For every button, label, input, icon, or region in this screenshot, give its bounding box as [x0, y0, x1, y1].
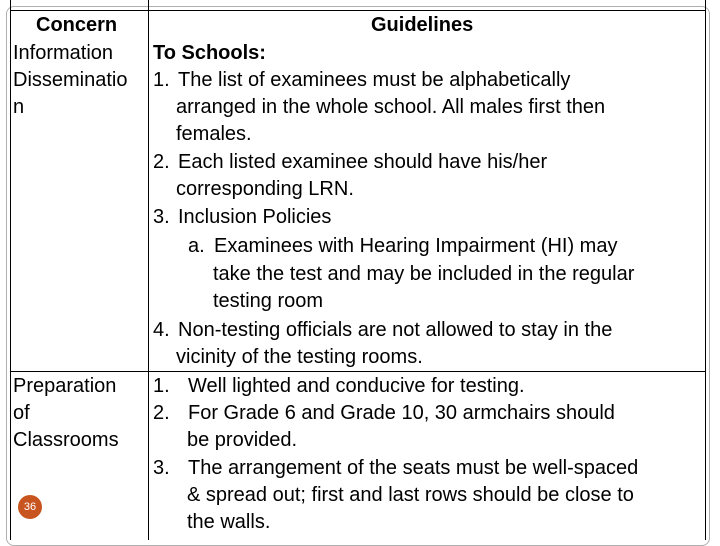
concern-information-line2: Disseminatio [13, 69, 128, 91]
table-top-border [10, 10, 705, 11]
table-right-border [705, 0, 706, 540]
guideline-line: arranged in the whole school. All males first then [176, 96, 606, 118]
guideline-marker: 1. [153, 69, 170, 91]
guideline-subitem-line: Examinees with Hearing Impairment (HI) may [214, 235, 618, 257]
guideline-line: For Grade 6 and Grade 10, 30 armchairs should [188, 402, 615, 424]
concern-preparation-line1: Preparation [13, 375, 117, 397]
guideline-line: Well lighted and conducive for testing. [188, 375, 525, 397]
concern-information-line3: n [13, 96, 25, 118]
guideline-line: Inclusion Policies [178, 206, 332, 228]
guideline-subitem-line: testing room [213, 290, 324, 312]
guideline-subitem-marker: a. [188, 235, 205, 257]
guideline-line: vicinity of the testing rooms. [176, 346, 423, 368]
guideline-line: Non-testing officials are not allowed to stay in the [178, 319, 613, 341]
concern-preparation-line3: Classrooms [13, 429, 119, 451]
guideline-heading-to-schools: To Schools: [153, 42, 266, 64]
guideline-line: The list of examinees must be alphabetically [178, 69, 571, 91]
guideline-marker: 3. [153, 206, 170, 228]
guideline-marker: 3. [153, 457, 170, 479]
concern-preparation-line2: of [13, 402, 30, 424]
guideline-line: & spread out; first and last rows should be close to [187, 484, 634, 506]
guideline-line: The arrangement of the seats must be well-spaced [188, 457, 639, 479]
guideline-marker: 4. [153, 319, 170, 341]
guideline-marker: 2. [153, 402, 170, 424]
header-guidelines: Guidelines [371, 14, 474, 36]
guideline-line: the walls. [187, 511, 271, 533]
guideline-line: Each listed examinee should have his/her [178, 151, 548, 173]
table-column-divider [148, 0, 149, 540]
slide-number-badge: 36 [18, 495, 42, 519]
guideline-marker: 2. [153, 151, 170, 173]
guideline-line: corresponding LRN. [176, 178, 354, 200]
table-left-border [10, 0, 11, 540]
section-divider [10, 371, 705, 372]
guideline-subitem-line: take the test and may be included in the regular [213, 263, 635, 285]
guideline-marker: 1. [153, 375, 170, 397]
header-concern: Concern [36, 14, 118, 36]
guideline-line: be provided. [187, 429, 298, 451]
guideline-line: females. [176, 123, 252, 145]
concern-information-line1: Information [13, 42, 114, 64]
